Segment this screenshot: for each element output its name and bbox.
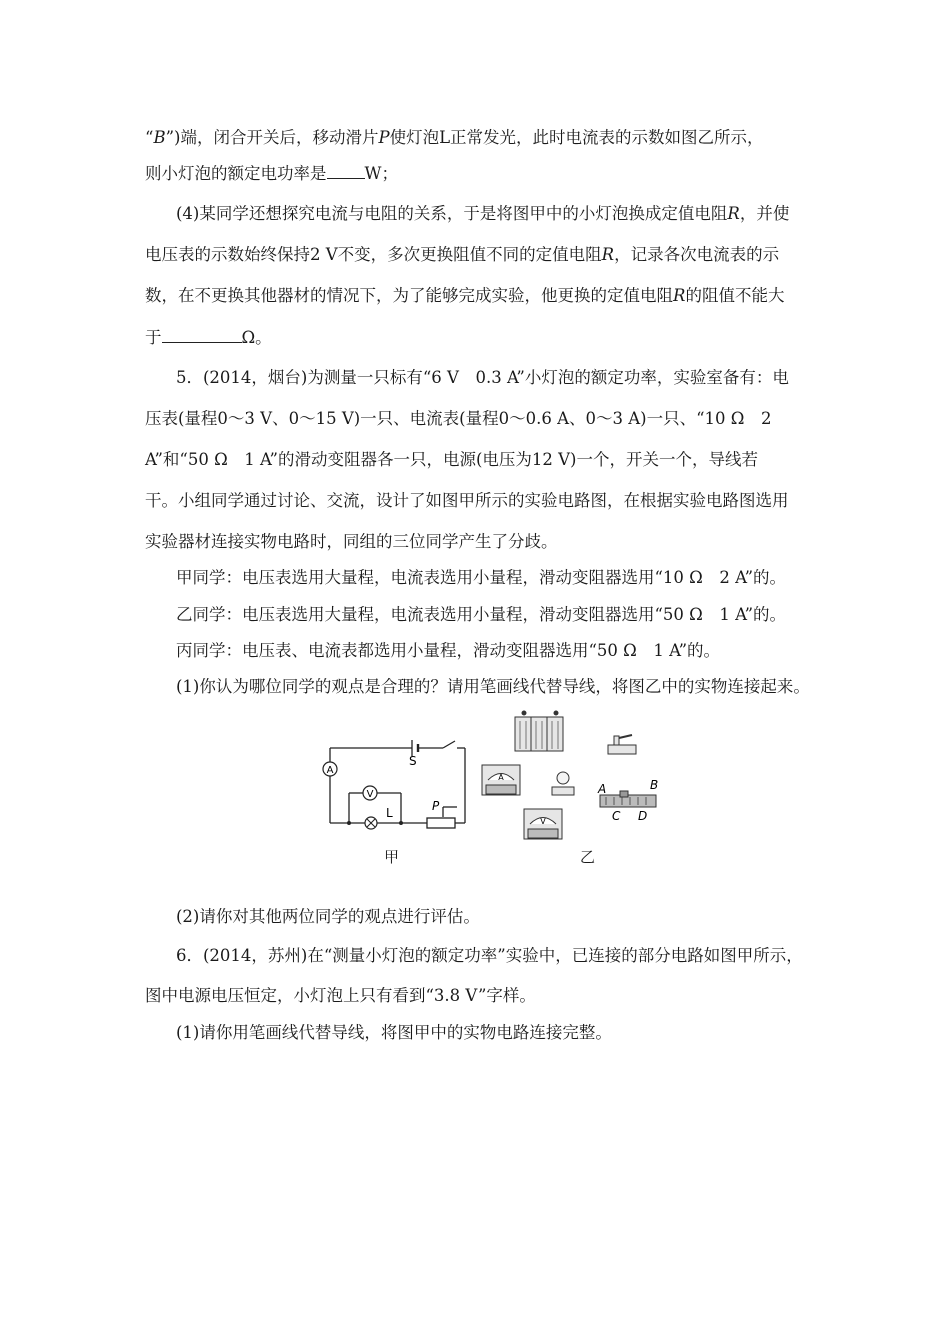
text-seg: ”)端，闭合开关后，移动滑片 [165, 128, 379, 147]
text-seg: 使灯泡L正常发光，此时电流表的示数如图乙所示， [389, 128, 764, 147]
figure-label-yi: 乙 [580, 848, 596, 866]
text-seg: R [727, 204, 740, 223]
text-seg: (4)某同学还想探究电流与电阻的关系，于是将图甲中的小灯泡换成定值电阻 [176, 204, 728, 223]
text-line-7: 5．(2014，烟台)为测量一只标有“6 V 0.3 A”小灯泡的额定功率，实验室备有：电 [176, 368, 789, 387]
slider-label: P [432, 799, 440, 813]
text-seg: R [601, 245, 615, 264]
apparatus-picture-yi [480, 705, 670, 855]
rheostat-terminal-c: C [612, 809, 621, 823]
text-seg: 则小灯泡的额定电功率是 [145, 164, 327, 183]
ammeter-label: A [326, 765, 334, 776]
text-line-6 [145, 326, 272, 349]
text-line-2 [145, 162, 398, 185]
text-seg: P [378, 128, 390, 147]
text-line-15: (1)你认为哪位同学的观点是合理的？请用笔画线代替导线，将图乙中的实物连接起来。 [176, 677, 810, 696]
text-line-13: 乙同学：电压表选用大量程，电流表选用小量程，滑动变阻器选用“50 Ω 1 A”的。 [176, 605, 787, 624]
answer-blank[interactable] [162, 326, 242, 343]
text-seg: B [153, 128, 166, 147]
switch-label: S [409, 754, 417, 768]
text-line-12: 甲同学：电压表选用大量程，电流表选用小量程，滑动变阻器选用“10 Ω 2 A”的。 [176, 568, 787, 587]
figure-label-jia: 甲 [384, 848, 400, 866]
text-line-5 [145, 285, 784, 307]
text-seg: 于 [145, 328, 162, 347]
text-seg: R [673, 286, 686, 305]
text-line-3 [176, 203, 789, 225]
ammeter-device-label: A [498, 773, 504, 782]
text-line-1 [145, 127, 764, 149]
voltmeter-label: V [366, 789, 374, 800]
rheostat-terminal-d: D [638, 809, 648, 823]
text-seg: ，并使 [739, 204, 790, 223]
text-line-16: (2)请你对其他两位同学的观点进行评估。 [176, 907, 480, 926]
text-seg: 电压表的示数始终保持2 V不变，多次更换阻值不同的定值电阻 [145, 245, 602, 264]
text-line-19: (1)请你用笔画线代替导线，将图甲中的实物电路连接完整。 [176, 1023, 612, 1042]
answer-blank[interactable] [327, 162, 365, 179]
text-seg: 的阻值不能大 [685, 286, 785, 305]
text-line-17: 6．(2014，苏州)在“测量小灯泡的额定功率”实验中，已连接的部分电路如图甲所示， [176, 946, 803, 965]
text-seg: “ [145, 128, 154, 147]
text-line-18: 图中电源电压恒定，小灯泡上只有看到“3.8 V”字样。 [145, 986, 536, 1005]
text-seg: W； [364, 164, 398, 183]
text-seg: 数，在不更换其他器材的情况下，为了能够完成实验，他更换的定值电阻 [145, 286, 673, 305]
lamp-label: L [386, 806, 393, 820]
text-line-8: 压表(量程0～3 V、0～15 V)一只、电流表(量程0～0.6 A、0～3 A)一只、“10 Ω 2 [145, 409, 772, 428]
text-seg: ，记录各次电流表的示 [614, 245, 780, 264]
rheostat-terminal-a: A [598, 782, 607, 796]
text-line-11: 实验器材连接实物电路时，同组的三位同学产生了分歧。 [145, 532, 558, 551]
text-line-9: A”和“50 Ω 1 A”的滑动变阻器各一只，电源(电压为12 V)一个，开关一个，导线若 [145, 450, 758, 469]
text-seg: Ω。 [241, 328, 272, 347]
text-line-14: 丙同学：电压表、电流表都选用小量程，滑动变阻器选用“50 Ω 1 A”的。 [176, 641, 721, 660]
text-line-4 [145, 244, 779, 266]
circuit-diagram-jia [315, 735, 475, 835]
voltmeter-device-label: V [540, 817, 546, 826]
text-line-10: 干。小组同学通过讨论、交流，设计了如图甲所示的实验电路图，在根据实验电路图选用 [145, 491, 789, 510]
rheostat-terminal-b: B [650, 778, 659, 792]
